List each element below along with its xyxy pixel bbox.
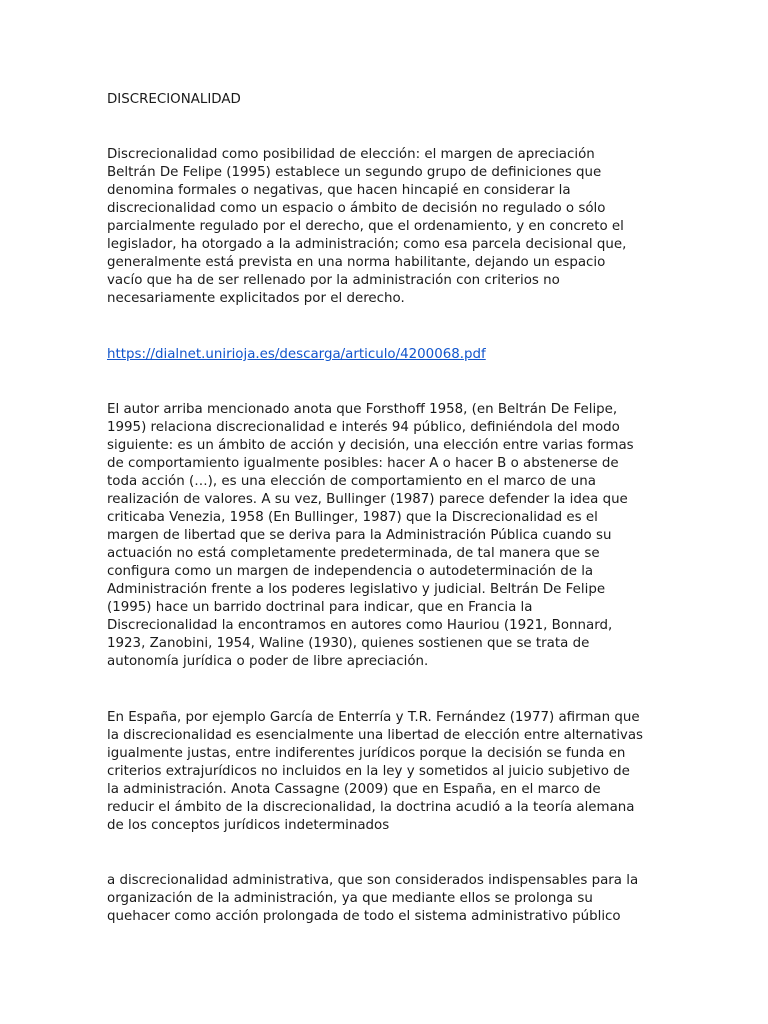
paragraph-line: de comportamiento igualmente posibles: hacer A o hacer B o abstenerse de xyxy=(107,456,619,471)
paragraph-espana xyxy=(107,709,667,835)
paragraph-line: Beltrán De Felipe (1995) establece un segundo grupo de definiciones que xyxy=(107,165,602,180)
paragraph-line: quehacer como acción prolongada de todo el sistema administrativo público xyxy=(107,909,621,924)
paragraph-line: (1995) hace un barrido doctrinal para indicar, que en Francia la xyxy=(107,600,533,615)
paragraph-line: siguiente: es un ámbito de acción y decisión, una elección entre varias formas xyxy=(107,438,634,453)
paragraph-line: 1923, Zanobini, 1954, Waline (1930), quienes sostienen que se trata de xyxy=(107,636,590,651)
paragraph-line: legislador, ha otorgado a la administración; como esa parcela decisional que, xyxy=(107,237,627,252)
paragraph-line: reducir el ámbito de la discrecionalidad, la doctrina acudió a la teoría alemana xyxy=(107,800,635,815)
dialnet-link[interactable]: https://dialnet.unirioja.es/descarga/articulo/4200068.pdf xyxy=(107,347,486,362)
paragraph-line: la discrecionalidad es esencialmente una libertad de elección entre alternativas xyxy=(107,728,644,743)
paragraph-line: de los conceptos jurídicos indeterminados xyxy=(107,818,390,833)
paragraph-line: Discrecionalidad como posibilidad de elección: el margen de apreciación xyxy=(107,147,595,162)
paragraph-elección xyxy=(107,146,667,308)
paragraph-line: criticaba Venezia, 1958 (En Bullinger, 1987) que la Discrecionalidad es el xyxy=(107,510,598,525)
paragraph-forsthoff xyxy=(107,401,667,671)
paragraph-line: margen de libertad que se deriva para la Administración Pública cuando su xyxy=(107,528,612,543)
paragraph-line: criterios extrajurídicos no incluidos en la ley y sometidos al juicio subjetivo de xyxy=(107,764,630,779)
paragraph-line: necesariamente explicitados por el derecho. xyxy=(107,291,405,306)
paragraph-line: realización de valores. A su vez, Bullinger (1987) parece defender la idea que xyxy=(107,492,628,507)
paragraph-line: actuación no está completamente predeterminada, de tal manera que se xyxy=(107,546,600,561)
paragraph-line: generalmente está prevista en una norma habilitante, dejando un espacio xyxy=(107,255,606,270)
paragraph-line: Administración frente a los poderes legislativo y judicial. Beltrán De Felipe xyxy=(107,582,606,597)
paragraph-line: En España, por ejemplo García de Enterría y T.R. Fernández (1977) afirman que xyxy=(107,710,640,725)
paragraph-line: a discrecionalidad administrativa, que son considerados indispensables para la xyxy=(107,873,639,888)
paragraph-line: configura como un margen de independencia o autodeterminación de la xyxy=(107,564,594,579)
paragraph-line: autonomía jurídica o poder de libre apreciación. xyxy=(107,654,429,669)
paragraph-line: Discrecionalidad la encontramos en autores como Hauriou (1921, Bonnard, xyxy=(107,618,613,633)
paragraph-line: denomina formales o negativas, que hacen hincapié en considerar la xyxy=(107,183,571,198)
paragraph-administrativa xyxy=(107,872,667,926)
paragraph-line: parcialmente regulado por el derecho, que el ordenamiento, y en concreto el xyxy=(107,219,624,234)
paragraph-line: discrecionalidad como un espacio o ámbito de decisión no regulado o sólo xyxy=(107,201,606,216)
reference-link-paragraph xyxy=(107,346,667,364)
paragraph-line: igualmente justas, entre indiferentes jurídicos porque la decisión se funda en xyxy=(107,746,626,761)
paragraph-line: la administración. Anota Cassagne (2009) que en España, en el marco de xyxy=(107,782,601,797)
paragraph-line: toda acción (…), es una elección de comportamiento en el marco de una xyxy=(107,474,596,489)
paragraph-line: vacío que ha de ser rellenado por la administración con criterios no xyxy=(107,273,560,288)
document-title: DISCRECIONALIDAD xyxy=(107,92,241,107)
paragraph-line: El autor arriba mencionado anota que Forsthoff 1958, (en Beltrán De Felipe, xyxy=(107,402,618,417)
paragraph-line: 1995) relaciona discrecionalidad e interés 94 público, definiéndola del modo xyxy=(107,420,620,435)
paragraph-line: organización de la administración, ya que mediante ellos se prolonga su xyxy=(107,891,593,906)
